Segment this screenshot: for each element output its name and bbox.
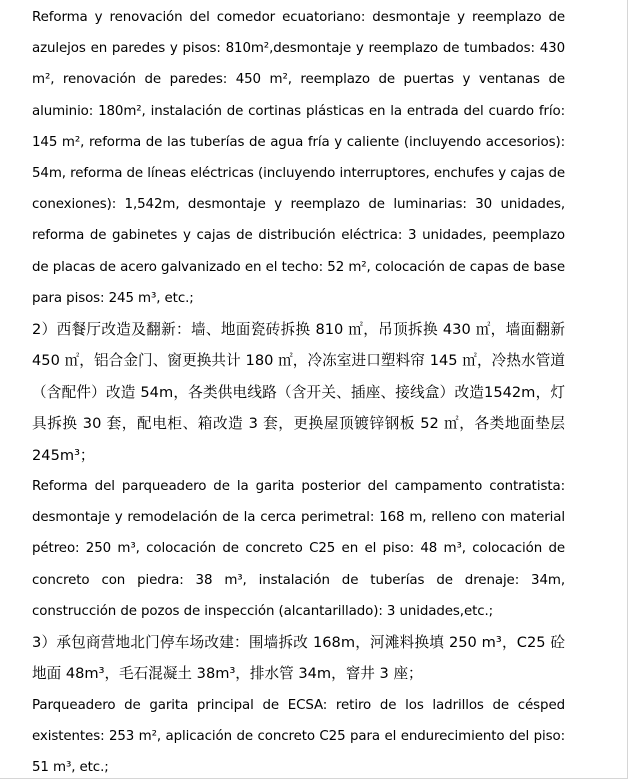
document-page (32, 2, 565, 784)
paragraph-item-2-zh: 2）西餐厅改造及翻新：墙、地面瓷砖拆换 810 ㎡，吊顶拆换 430 ㎡，墙面翻新 450 ㎡，铝合金门、窗更换共计 180 ㎡，冷冻室进口塑料帘 145 ㎡，冷热水管道（含配件）改造 54m，各类供电线路（含开关、插座、接线盒）改造1542m，灯具拆换 30 套，配电柜、箱改造 3 套，更换屋顶镀锌钢板 52 ㎡，各类地面垫层 245m³； (32, 321, 565, 464)
paragraph-parqueadero-posterior-es: Reforma del parqueadero de la garita posterior del campamento contratista: desmontaje y remodelación de la cerca perimetral: 168 m, relleno con material pétreo: 250 m³, colocación de concreto C25 en el piso: 48 m³, colocación de concreto con piedra: 38 m³, instalación de tuberías de drenaje: 34m, construcción de pozos de inspección (alcantarillado): 3 unidades,etc.; (32, 479, 565, 619)
paragraph-comedor-es: Reforma y renovación del comedor ecuatoriano: desmontaje y reemplazo de azulejos en paredes y pisos: 810m²,desmontaje y reemplazo de tumbados: 430 m², renovación de paredes: 450 m², reemplazo de puertas y ventanas de aluminio: 180m², instalación de cortinas plásticas en la entrada del cuardo frío: 145 m², reforma de las tuberías de agua fría y caliente (incluyendo accesorios): 54m, reforma de líneas eléctricas (incluyendo interruptores, enchufes y cajas de conexiones): 1,542m, desmontaje y reemplazo de luminarias: 30 unidades, reforma de gabinetes y cajas de distribución eléctrica: 3 unidades, peemplazo de placas de acero galvanizado en el techo: 52 m², colocación de capas de base para pisos: 245 m³, etc.; (32, 10, 565, 306)
paragraph-item-3-zh: 3）承包商营地北门停车场改建：围墙拆改 168m，河滩料换填 250 m³，C25 砼地面 48m³，毛石混凝土 38m³，排水管 34m，窨井 3 座； (32, 634, 565, 683)
paragraph-parqueadero-principal-es: Parqueadero de garita principal de ECSA: retiro de los ladrillos de césped existentes: 253 m², aplicación de concreto C25 para el endurecimiento del piso: 51 m³, etc.; (32, 697, 565, 776)
